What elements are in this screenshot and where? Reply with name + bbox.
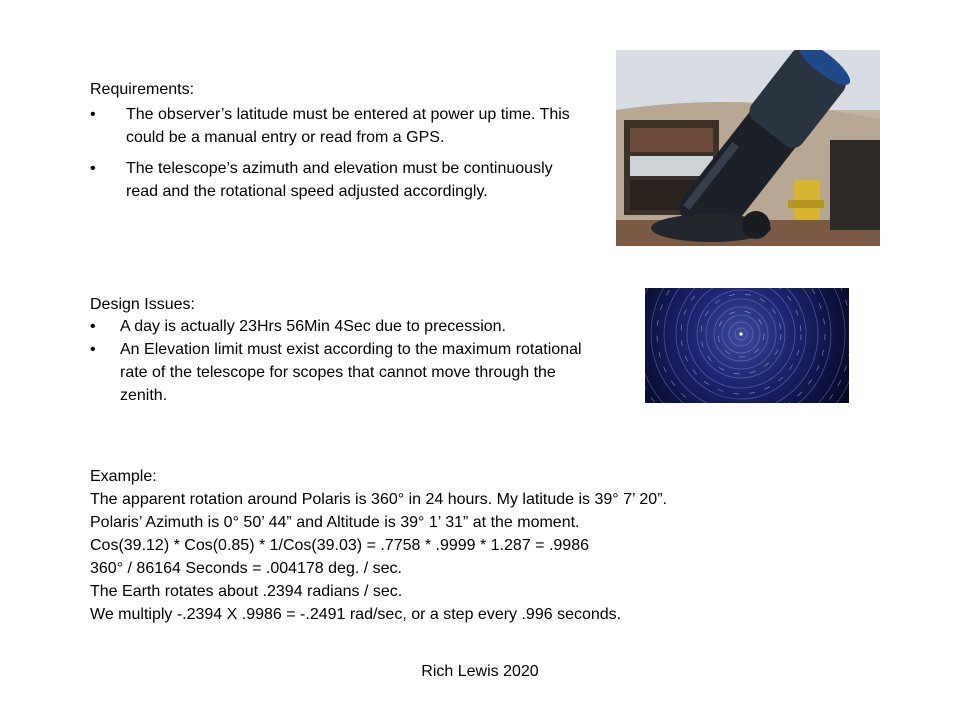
requirements-heading: Requirements: — [90, 81, 195, 98]
telescope-image — [616, 50, 880, 246]
requirements-list — [90, 103, 570, 211]
footer-author: Rich Lewis 2020 — [421, 663, 539, 680]
list-item — [90, 315, 590, 338]
example-line: The apparent rotation around Polaris is 360° in 24 hours. My latitude is 39° 7’ 20”. — [90, 491, 667, 508]
example-heading: Example: — [90, 468, 157, 485]
list-item — [90, 103, 570, 149]
list-item — [90, 157, 570, 203]
list-item-text: A day is actually 23Hrs 56Min 4Sec due to precession. — [120, 318, 506, 335]
list-item-text: The observer’s latitude must be entered at power up time. This could be a manual entry or read from a GPS. — [126, 106, 570, 146]
bullet: • — [90, 106, 96, 123]
design-issues-heading: Design Issues: — [90, 296, 195, 313]
example-section — [90, 465, 850, 626]
example-line: Cos(39.12) * Cos(0.85) * 1/Cos(39.03) = .7758 * .9999 * 1.287 = .9986 — [90, 537, 589, 554]
list-item-text: The telescope’s azimuth and elevation must be continuously read and the rotational speed adjusted accordingly. — [126, 160, 553, 200]
list-item — [90, 338, 590, 407]
bullet: • — [90, 341, 96, 358]
example-line: 360° / 86164 Seconds = .004178 deg. / sec. — [90, 560, 402, 577]
example-line: We multiply -.2394 X .9986 = -.2491 rad/sec, or a step every .996 seconds. — [90, 606, 622, 623]
telescope-photo — [616, 50, 880, 246]
bullet: • — [90, 318, 96, 335]
example-line: Polaris’ Azimuth is 0° 50’ 44” and Altitude is 39° 1’ 31” at the moment. — [90, 514, 580, 531]
example-line: The Earth rotates about .2394 radians / sec. — [90, 583, 403, 600]
bullet: • — [90, 160, 96, 177]
star-trails-image — [645, 288, 849, 403]
design-issues-list — [90, 315, 590, 407]
list-item-text: An Elevation limit must exist according to the maximum rotational rate of the telescope for scopes that cannot move through the zenith. — [120, 341, 582, 404]
star-trails-photo — [645, 288, 849, 403]
